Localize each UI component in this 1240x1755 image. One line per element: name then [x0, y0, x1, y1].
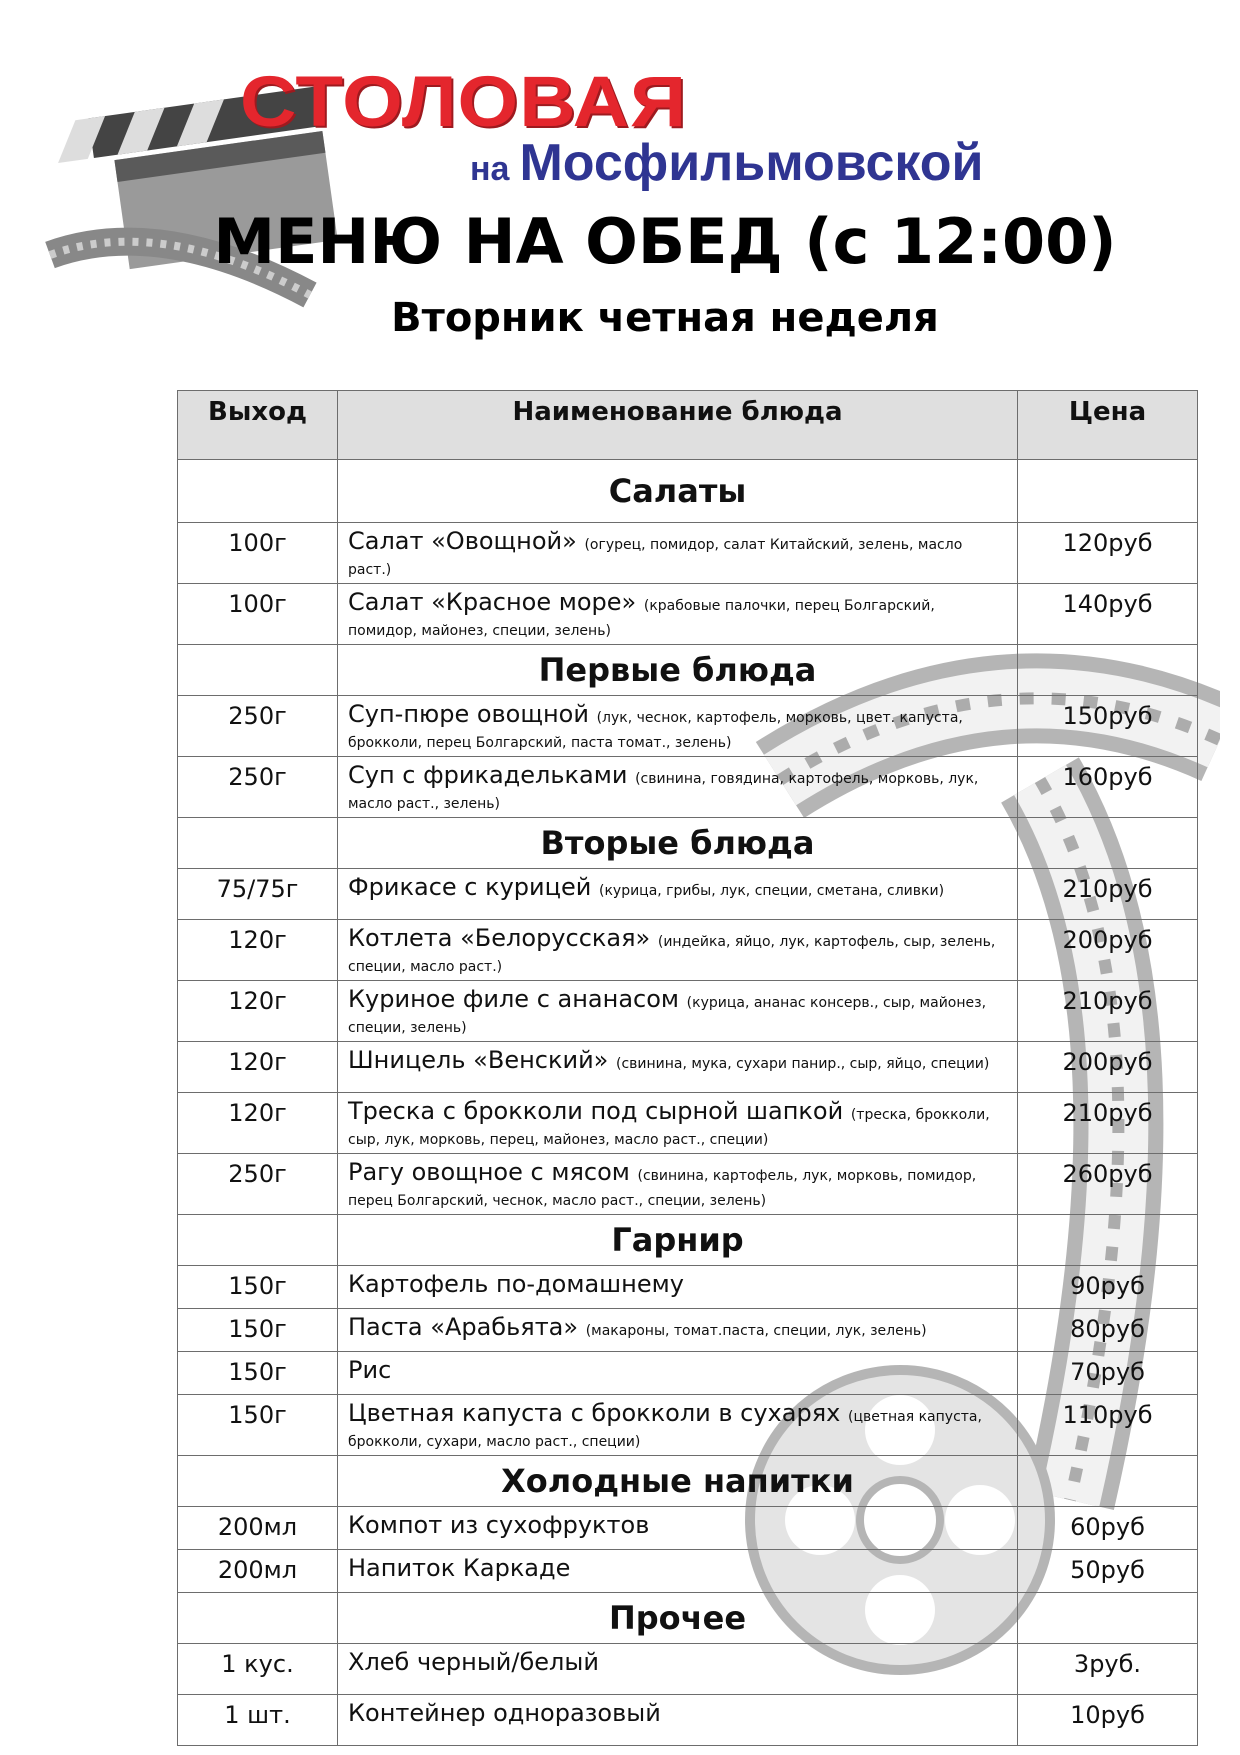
dish-ingredients: (цветная капуста, брокколи, сухари, масло раст., специи) [348, 1409, 982, 1451]
table-row [178, 1042, 1198, 1093]
dish-ingredients: (треска, брокколи, сыр, лук, морковь, перец, майонез, масло раст., специи) [348, 1107, 990, 1149]
table-row [178, 920, 1198, 981]
table-row [178, 1266, 1198, 1309]
table-row [178, 757, 1198, 818]
dish-cell [338, 981, 1018, 1042]
empty-cell [178, 1215, 338, 1266]
dish-ingredients: (курица, грибы, лук, специи, сметана, сливки) [598, 883, 945, 899]
portion-cell: 120г [178, 1042, 338, 1093]
category-row [178, 818, 1198, 869]
table-row [178, 1550, 1198, 1593]
category-title: Прочее [338, 1593, 1018, 1644]
portion-cell: 250г [178, 696, 338, 757]
portion-cell: 1 шт. [178, 1695, 338, 1746]
table-row [178, 1093, 1198, 1154]
category-row [178, 460, 1198, 523]
dish-name: Картофель по-домашнему [348, 1270, 684, 1298]
empty-cell [1018, 1456, 1198, 1507]
table-row [178, 1352, 1198, 1395]
dish-cell [338, 1266, 1018, 1309]
dish-cell [338, 869, 1018, 920]
dish-cell [338, 523, 1018, 584]
empty-cell [178, 818, 338, 869]
logo-name: Мосфильмовской [519, 134, 984, 192]
price-cell: 90руб [1018, 1266, 1198, 1309]
dish-ingredients: (макароны, томат.паста, специи, лук, зелень) [585, 1323, 927, 1339]
category-title: Холодные напитки [338, 1456, 1018, 1507]
price-cell: 120руб [1018, 523, 1198, 584]
category-row [178, 645, 1198, 696]
table-row [178, 1154, 1198, 1215]
empty-cell [1018, 1593, 1198, 1644]
category-row [178, 1456, 1198, 1507]
dish-cell [338, 1352, 1018, 1395]
category-title: Первые блюда [338, 645, 1018, 696]
dish-name: Компот из сухофруктов [348, 1511, 650, 1539]
portion-cell: 150г [178, 1309, 338, 1352]
price-cell: 260руб [1018, 1154, 1198, 1215]
category-row [178, 1593, 1198, 1644]
dish-name: Салат «Красное море» [348, 588, 637, 616]
header-price: Цена [1018, 391, 1198, 460]
header-portion: Выход [178, 391, 338, 460]
price-cell: 210руб [1018, 869, 1198, 920]
price-cell: 70руб [1018, 1352, 1198, 1395]
portion-cell: 200мл [178, 1507, 338, 1550]
category-row [178, 1215, 1198, 1266]
dish-cell [338, 1395, 1018, 1456]
portion-cell: 150г [178, 1352, 338, 1395]
empty-cell [178, 460, 338, 523]
dish-ingredients: (лук, чеснок, картофель, морковь, цвет. капуста, брокколи, перец Болгарский, паста томат., зелень) [348, 710, 963, 752]
dish-cell [338, 757, 1018, 818]
portion-cell: 100г [178, 584, 338, 645]
category-title: Гарнир [338, 1215, 1018, 1266]
logo [40, 55, 1040, 335]
price-cell: 10руб [1018, 1695, 1198, 1746]
table-row [178, 981, 1198, 1042]
table-row [178, 1507, 1198, 1550]
portion-cell: 120г [178, 920, 338, 981]
portion-cell: 75/75г [178, 869, 338, 920]
table-row [178, 523, 1198, 584]
price-cell: 50руб [1018, 1550, 1198, 1593]
dish-name: Хлеб черный/белый [348, 1648, 599, 1676]
table-header-row [178, 391, 1198, 460]
portion-cell: 200мл [178, 1550, 338, 1593]
dish-name: Котлета «Белорусская» [348, 924, 651, 952]
table-row [178, 696, 1198, 757]
page-title: МЕНЮ НА ОБЕД (с 12:00) [213, 205, 1117, 278]
dish-cell [338, 920, 1018, 981]
portion-cell: 120г [178, 1093, 338, 1154]
dish-name: Суп-пюре овощной [348, 700, 589, 728]
dish-ingredients: (огурец, помидор, салат Китайский, зелень, масло раст.) [348, 537, 963, 579]
dish-ingredients: (свинина, мука, сухари панир., сыр, яйцо, специи) [615, 1056, 990, 1072]
empty-cell [1018, 818, 1198, 869]
dish-name: Суп с фрикадельками [348, 761, 628, 789]
table-row [178, 1309, 1198, 1352]
dish-cell [338, 1154, 1018, 1215]
price-cell: 60руб [1018, 1507, 1198, 1550]
dish-ingredients: (индейка, яйцо, лук, картофель, сыр, зелень, специи, масло раст.) [348, 934, 996, 976]
dish-name: Шницель «Венский» [348, 1046, 609, 1074]
price-cell: 200руб [1018, 1042, 1198, 1093]
logo-title: СТОЛОВАЯ [240, 60, 688, 142]
dish-name: Контейнер одноразовый [348, 1699, 661, 1727]
category-title: Вторые блюда [338, 818, 1018, 869]
dish-name: Рагу овощное с мясом [348, 1158, 630, 1186]
price-cell: 150руб [1018, 696, 1198, 757]
table-row [178, 869, 1198, 920]
price-cell: 160руб [1018, 757, 1198, 818]
table-row [178, 584, 1198, 645]
dish-name: Цветная капуста с брокколи в сухарях [348, 1399, 841, 1427]
logo-prefix: на [470, 150, 510, 188]
portion-cell: 250г [178, 1154, 338, 1215]
dish-name: Рис [348, 1356, 392, 1384]
dish-cell [338, 1042, 1018, 1093]
dish-cell [338, 1507, 1018, 1550]
price-cell: 200руб [1018, 920, 1198, 981]
portion-cell: 120г [178, 981, 338, 1042]
dish-cell [338, 1644, 1018, 1695]
price-cell: 140руб [1018, 584, 1198, 645]
category-title: Салаты [338, 460, 1018, 523]
table-row [178, 1395, 1198, 1456]
table-row [178, 1644, 1198, 1695]
dish-cell [338, 1093, 1018, 1154]
header-name: Наименование блюда [338, 391, 1018, 460]
price-cell: 210руб [1018, 1093, 1198, 1154]
menu-table [177, 390, 1198, 1746]
page-subtitle: Вторник четная неделя [391, 295, 939, 341]
dish-name: Фрикасе с курицей [348, 873, 592, 901]
dish-cell [338, 584, 1018, 645]
dish-name: Салат «Овощной» [348, 527, 577, 555]
empty-cell [1018, 1215, 1198, 1266]
empty-cell [178, 1456, 338, 1507]
dish-cell [338, 1695, 1018, 1746]
dish-ingredients: (свинина, картофель, лук, морковь, помидор, перец Болгарский, чеснок, масло раст., специи, зелень) [348, 1168, 977, 1210]
dish-ingredients: (крабовые палочки, перец Болгарский, помидор, майонез, специи, зелень) [348, 598, 935, 640]
portion-cell: 150г [178, 1395, 338, 1456]
price-cell: 3руб. [1018, 1644, 1198, 1695]
dish-name: Напиток Каркаде [348, 1554, 571, 1582]
portion-cell: 100г [178, 523, 338, 584]
empty-cell [178, 645, 338, 696]
table-row [178, 1695, 1198, 1746]
dish-ingredients: (курица, ананас консерв., сыр, майонез, специи, зелень) [348, 995, 987, 1037]
price-cell: 80руб [1018, 1309, 1198, 1352]
portion-cell: 250г [178, 757, 338, 818]
empty-cell [1018, 460, 1198, 523]
price-cell: 110руб [1018, 1395, 1198, 1456]
dish-name: Куриное филе с ананасом [348, 985, 680, 1013]
portion-cell: 1 кус. [178, 1644, 338, 1695]
portion-cell: 150г [178, 1266, 338, 1309]
empty-cell [178, 1593, 338, 1644]
dish-name: Треска с брокколи под сырной шапкой [348, 1097, 844, 1125]
dish-cell [338, 1309, 1018, 1352]
logo-subtitle [470, 133, 983, 193]
empty-cell [1018, 645, 1198, 696]
dish-ingredients: (свинина, говядина, картофель, морковь, лук, масло раст., зелень) [348, 771, 979, 813]
dish-cell [338, 696, 1018, 757]
dish-cell [338, 1550, 1018, 1593]
price-cell: 210руб [1018, 981, 1198, 1042]
dish-name: Паста «Арабьята» [348, 1313, 579, 1341]
